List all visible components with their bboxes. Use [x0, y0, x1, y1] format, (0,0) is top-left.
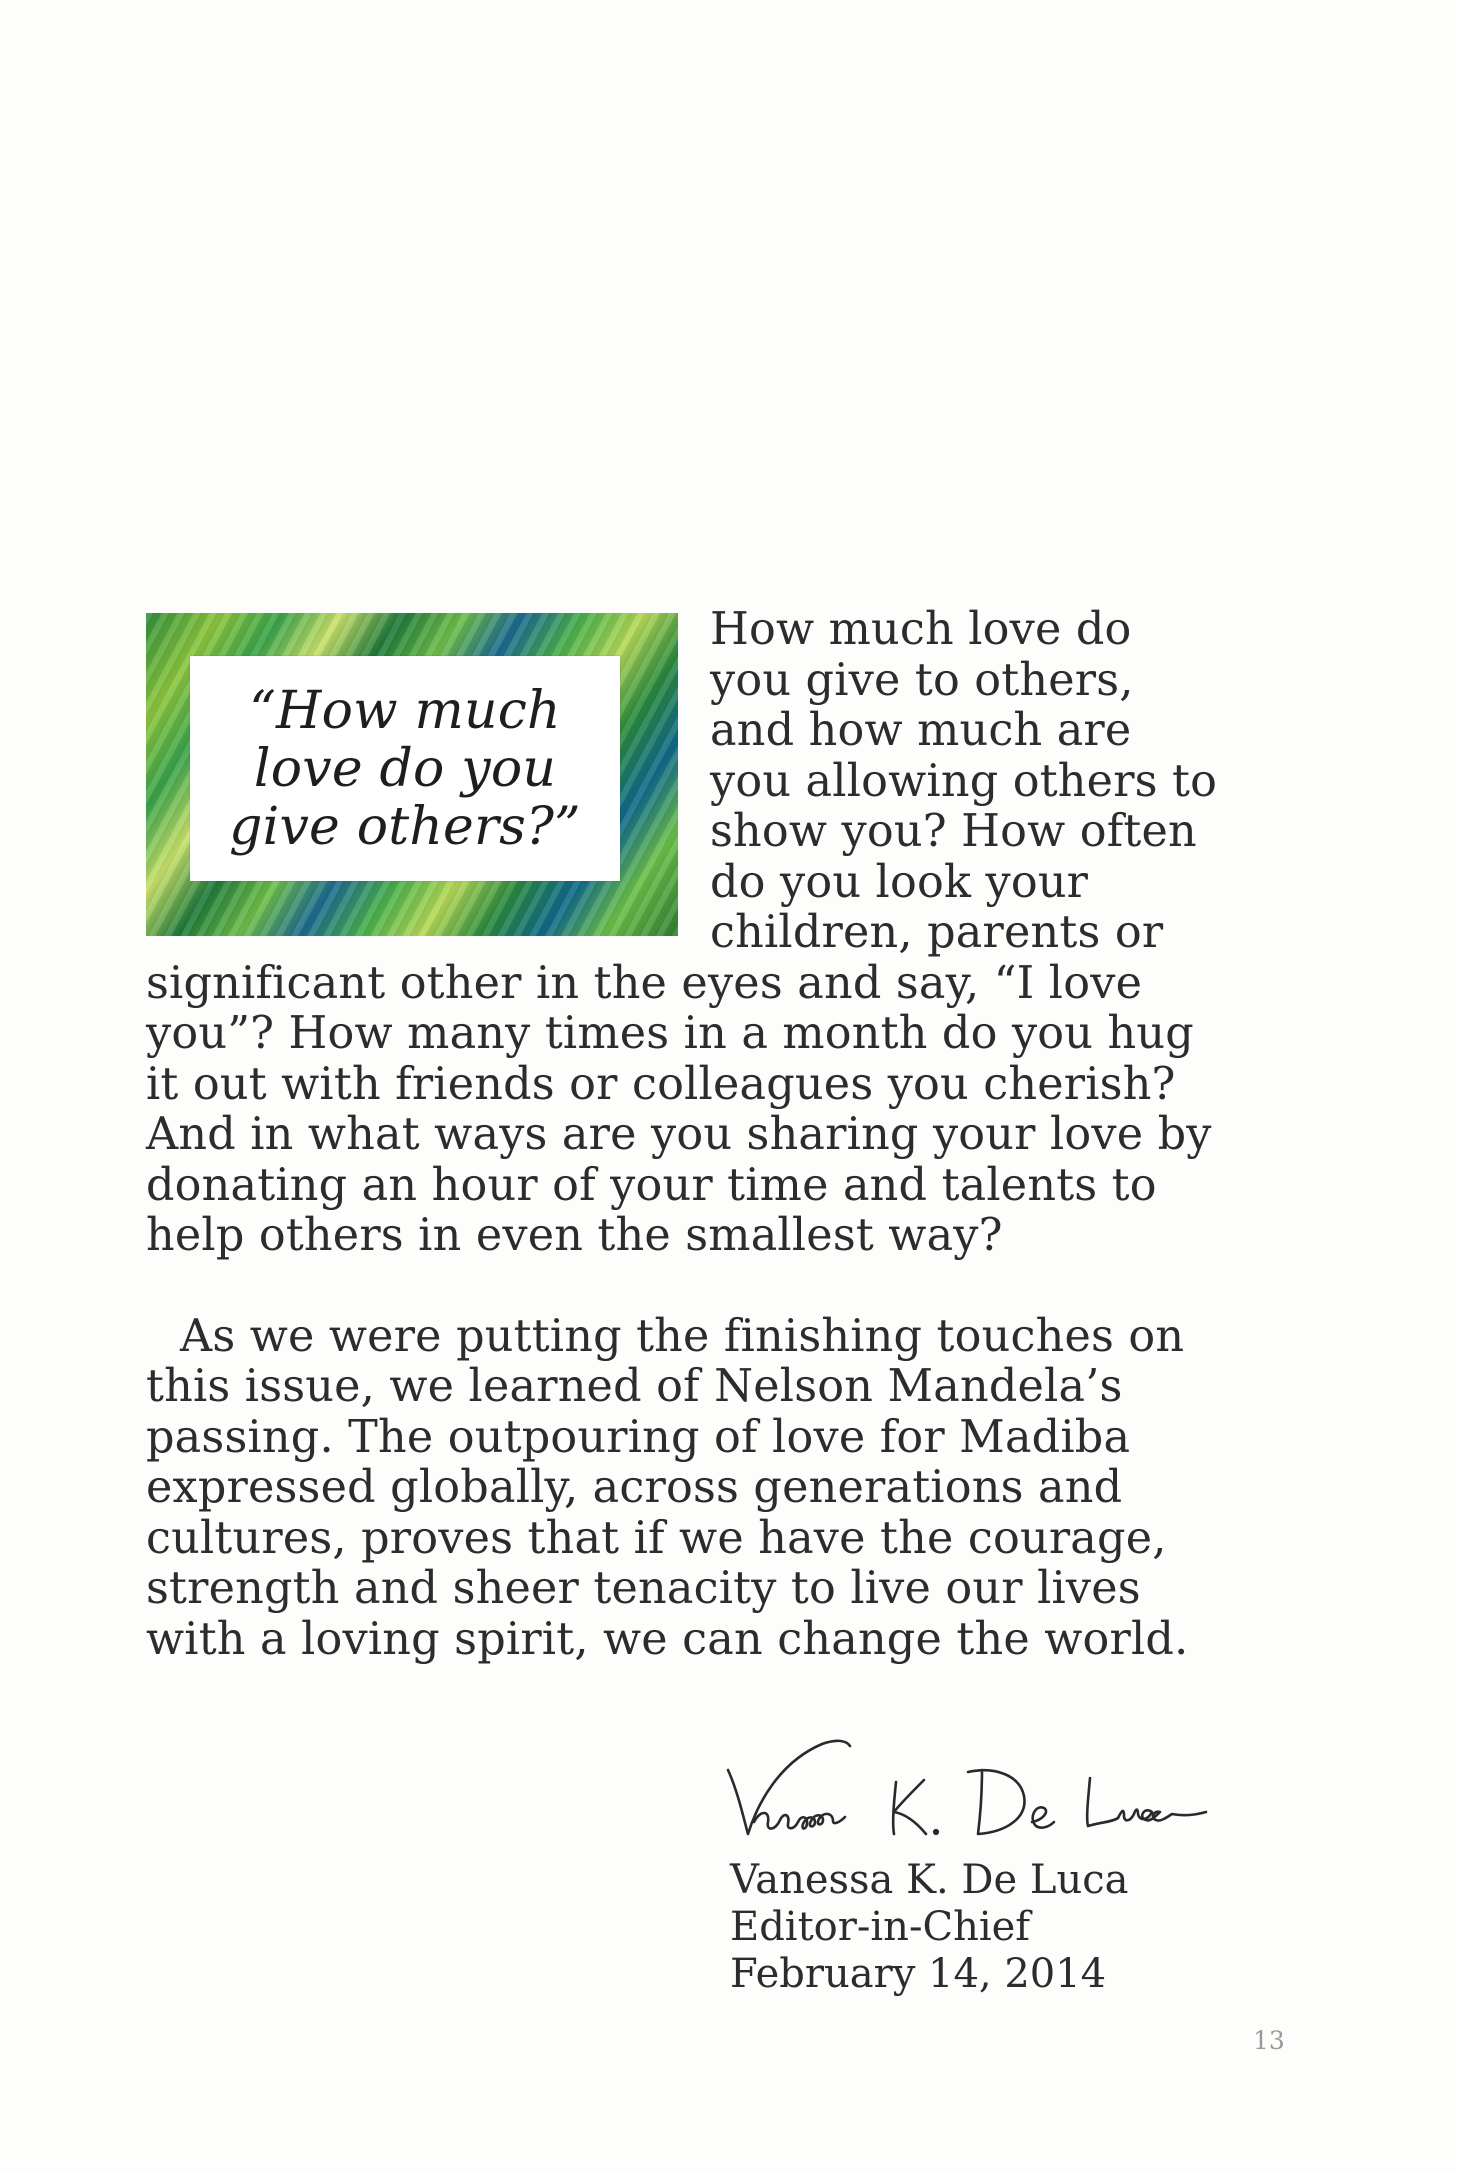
article-date: February 14, 2014	[730, 1951, 1107, 1997]
pull-quote	[190, 656, 620, 881]
page-number: 13	[1253, 2026, 1285, 2055]
pull-quote-line: love do you	[253, 738, 557, 799]
article-paragraph-1: How much love do you give to others, and how much are you allowing others to show you? How often do you look your children, parents or significant other in the eyes and say, “I love you”? How many times in a month do you hug it out with friends or colleagues you cherish? And in what ways are you sharing your love by donating an hour of your time and talents to help others in even the smallest way?	[146, 604, 1218, 1261]
handwritten-signature	[710, 1722, 1250, 1842]
pull-quote-line: “How much	[249, 680, 561, 741]
author-name: Vanessa K. De Luca	[730, 1857, 1129, 1903]
pull-quote-line: give others?”	[229, 796, 581, 857]
editorial-article	[146, 605, 1221, 1665]
pull-quote-card	[146, 613, 678, 936]
signoff-block	[730, 1857, 1128, 1998]
article-paragraph-2: As we were putting the finishing touches on this issue, we learned of Nelson Mandela’s passing. The outpouring of love for Madiba expressed globally, across generations and cultures, proves that if we have the courage, strength and sheer tenacity to live our lives with a loving spirit, we can change the world.	[146, 1310, 1189, 1665]
author-title: Editor-in-Chief	[730, 1904, 1031, 1950]
